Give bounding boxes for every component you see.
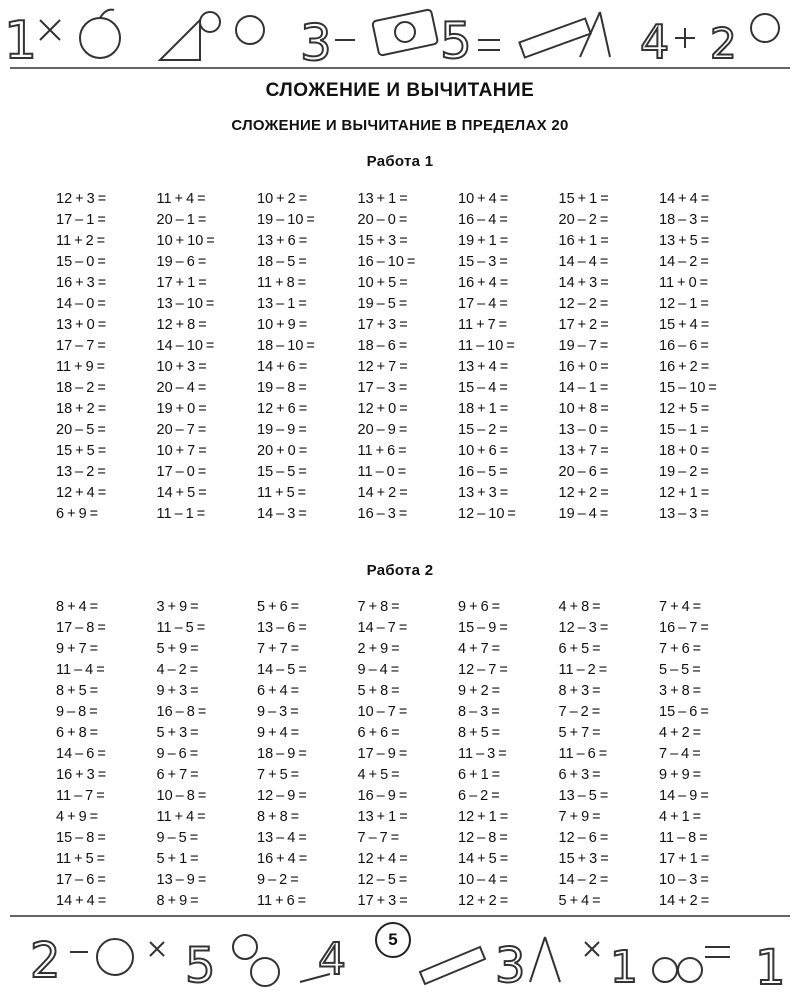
exercise: 6 – 2 =	[458, 788, 500, 804]
exercise: 19 – 7 =	[558, 338, 609, 354]
exercise: 14 + 5 =	[156, 485, 207, 501]
exercise: 7 + 7 =	[257, 641, 300, 657]
exercise: 12 + 1 =	[458, 809, 509, 825]
work-1-title: Работа 1	[366, 153, 434, 170]
exercise: 19 – 5 =	[357, 296, 408, 312]
exercise: 17 – 7 =	[56, 338, 106, 354]
exercise: 18 + 2 =	[56, 401, 107, 417]
exercise: 16 + 2 =	[659, 359, 710, 375]
exercise: 14 + 2 =	[659, 893, 710, 909]
exercise: 10 + 9 =	[257, 317, 308, 333]
exercise: 18 – 3 =	[659, 212, 709, 228]
exercise: 16 – 8 =	[156, 704, 207, 720]
exercise: 19 + 0 =	[156, 401, 207, 417]
svg-text:1: 1	[610, 942, 638, 993]
exercise: 5 + 4 =	[558, 893, 601, 909]
page-subtitle: СЛОЖЕНИЕ И ВЫЧИТАНИЕ В ПРЕДЕЛАХ 20	[231, 117, 569, 134]
exercise: 14 – 1 =	[558, 380, 609, 396]
exercise: 15 + 3 =	[558, 851, 609, 867]
exercise: 14 – 10 =	[156, 338, 215, 354]
exercise: 13 – 0 =	[558, 422, 609, 438]
exercise: 9 – 6 =	[156, 746, 199, 762]
exercise: 10 + 10 =	[156, 233, 215, 249]
exercise: 14 – 0 =	[56, 296, 106, 312]
exercise: 12 – 7 =	[458, 662, 508, 678]
exercise: 15 + 5 =	[56, 443, 107, 459]
exercise: 20 – 7 =	[156, 422, 207, 438]
exercise: 18 + 1 =	[458, 401, 509, 417]
svg-text:5: 5	[440, 12, 472, 70]
page-title: СЛОЖЕНИЕ И ВЫЧИТАНИЕ	[265, 80, 535, 101]
exercise: 11 – 8 =	[659, 830, 708, 846]
exercise: 20 – 4 =	[156, 380, 207, 396]
exercise: 5 + 8 =	[357, 683, 400, 699]
exercise: 17 + 2 =	[558, 317, 609, 333]
exercise: 12 + 4 =	[56, 485, 107, 501]
exercise: 13 – 6 =	[257, 620, 307, 636]
exercise: 9 + 9 =	[659, 767, 702, 783]
exercise: 11 + 6 =	[257, 893, 307, 909]
exercise: 19 + 1 =	[458, 233, 509, 249]
exercise: 14 + 4 =	[659, 191, 710, 207]
exercise: 16 – 6 =	[659, 338, 709, 354]
exercise: 13 – 1 =	[257, 296, 307, 312]
exercise: 15 – 8 =	[56, 830, 106, 846]
exercise: 9 + 7 =	[56, 641, 99, 657]
exercise: 19 – 2 =	[659, 464, 709, 480]
exercise: 17 – 8 =	[56, 620, 106, 636]
exercise: 13 – 2 =	[56, 464, 106, 480]
exercise: 12 – 6 =	[558, 830, 609, 846]
exercise: 12 + 0 =	[357, 401, 408, 417]
exercise: 16 – 3 =	[357, 506, 408, 522]
exercise: 19 – 6 =	[156, 254, 207, 270]
exercise: 15 + 1 =	[558, 191, 609, 207]
exercise: 5 + 7 =	[558, 725, 601, 741]
top-doodle-border	[0, 0, 800, 70]
exercise: 15 – 1 =	[659, 422, 709, 438]
exercise: 12 + 8 =	[156, 317, 207, 333]
exercise: 13 + 3 =	[458, 485, 509, 501]
exercise: 7 + 6 =	[659, 641, 702, 657]
exercise: 13 + 0 =	[56, 317, 107, 333]
exercise: 4 – 2 =	[156, 662, 199, 678]
exercise: 17 – 4 =	[458, 296, 508, 312]
exercise: 8 + 5 =	[458, 725, 501, 741]
exercise: 13 – 10 =	[156, 296, 215, 312]
exercise: 18 – 5 =	[257, 254, 307, 270]
exercise: 17 + 1 =	[659, 851, 710, 867]
exercise: 10 + 8 =	[558, 401, 609, 417]
exercise: 10 + 5 =	[357, 275, 408, 291]
exercise: 2 + 9 =	[357, 641, 400, 657]
exercise: 11 + 5 =	[56, 851, 106, 867]
exercise: 6 + 6 =	[357, 725, 400, 741]
exercise: 9 + 6 =	[458, 599, 501, 615]
exercise: 7 + 9 =	[558, 809, 601, 825]
exercise: 15 – 0 =	[56, 254, 106, 270]
exercise: 10 + 6 =	[458, 443, 509, 459]
exercise: 5 + 6 =	[257, 599, 300, 615]
exercise: 10 – 3 =	[659, 872, 709, 888]
exercise: 7 – 4 =	[659, 746, 701, 762]
exercise: 14 + 4 =	[56, 893, 107, 909]
exercise: 8 + 4 =	[56, 599, 99, 615]
exercise: 12 – 8 =	[458, 830, 508, 846]
exercise: 20 – 6 =	[558, 464, 609, 480]
exercise: 18 + 0 =	[659, 443, 710, 459]
exercise: 20 – 9 =	[357, 422, 408, 438]
exercise: 4 + 5 =	[357, 767, 400, 783]
exercise: 11 + 5 =	[257, 485, 307, 501]
exercise: 15 – 6 =	[659, 704, 709, 720]
exercise: 11 – 4 =	[56, 662, 105, 678]
exercise: 8 + 9 =	[156, 893, 199, 909]
exercise: 17 + 3 =	[357, 893, 408, 909]
exercise: 11 – 3 =	[458, 746, 507, 762]
exercise: 11 – 7 =	[56, 788, 105, 804]
exercise: 11 + 6 =	[357, 443, 407, 459]
exercise: 14 – 3 =	[257, 506, 307, 522]
exercise: 12 – 10 =	[458, 506, 516, 522]
exercise: 6 + 1 =	[458, 767, 501, 783]
exercise: 12 + 3 =	[56, 191, 107, 207]
exercise: 3 + 8 =	[659, 683, 702, 699]
svg-text:2: 2	[710, 19, 737, 68]
exercise: 5 + 1 =	[156, 851, 199, 867]
exercise: 7 – 2 =	[558, 704, 601, 720]
exercise: 15 + 3 =	[357, 233, 408, 249]
exercise: 9 – 5 =	[156, 830, 199, 846]
exercise: 10 + 7 =	[156, 443, 207, 459]
work-1-exercises	[56, 189, 776, 525]
exercise: 12 + 6 =	[257, 401, 308, 417]
exercise: 12 – 3 =	[558, 620, 609, 636]
work-2-exercises	[56, 597, 776, 912]
exercise: 13 + 7 =	[558, 443, 609, 459]
exercise: 9 – 4 =	[357, 662, 400, 678]
exercise: 15 + 4 =	[659, 317, 710, 333]
exercise: 9 + 4 =	[257, 725, 300, 741]
exercise: 7 + 4 =	[659, 599, 702, 615]
exercise: 8 + 3 =	[558, 683, 601, 699]
exercise: 4 + 7 =	[458, 641, 501, 657]
exercise: 17 + 1 =	[156, 275, 207, 291]
exercise: 14 – 2 =	[558, 872, 609, 888]
exercise: 3 + 9 =	[156, 599, 199, 615]
exercise: 5 + 3 =	[156, 725, 199, 741]
exercise: 13 + 6 =	[257, 233, 308, 249]
exercise: 15 – 5 =	[257, 464, 307, 480]
exercise: 15 – 4 =	[458, 380, 508, 396]
svg-text:2: 2	[30, 933, 61, 989]
exercise: 14 + 3 =	[558, 275, 609, 291]
exercise: 6 + 5 =	[558, 641, 601, 657]
svg-text:4: 4	[640, 15, 670, 69]
exercise: 13 + 1 =	[357, 809, 408, 825]
exercise: 4 + 2 =	[659, 725, 702, 741]
exercise: 10 – 4 =	[458, 872, 508, 888]
exercise: 5 – 5 =	[659, 662, 701, 678]
exercise: 15 – 9 =	[458, 620, 508, 636]
exercise: 17 – 1 =	[56, 212, 106, 228]
svg-text:1: 1	[755, 940, 786, 996]
exercise: 16 – 10 =	[357, 254, 416, 270]
exercise: 17 – 3 =	[357, 380, 408, 396]
exercise: 16 – 4 =	[458, 212, 508, 228]
exercise: 5 + 9 =	[156, 641, 199, 657]
exercise: 12 + 7 =	[357, 359, 408, 375]
exercise: 13 – 9 =	[156, 872, 207, 888]
exercise: 10 + 4 =	[458, 191, 509, 207]
exercise: 11 + 7 =	[458, 317, 508, 333]
exercise: 19 – 10 =	[257, 212, 315, 228]
exercise: 12 – 2 =	[558, 296, 609, 312]
exercise: 19 – 8 =	[257, 380, 307, 396]
svg-text:4: 4	[318, 934, 346, 985]
svg-text:1: 1	[4, 11, 38, 70]
exercise: 11 + 4 =	[156, 809, 206, 825]
exercise: 17 – 9 =	[357, 746, 408, 762]
exercise: 9 + 2 =	[458, 683, 501, 699]
exercise: 19 – 4 =	[558, 506, 609, 522]
exercise: 16 – 9 =	[357, 788, 408, 804]
exercise: 11 – 10 =	[458, 338, 515, 354]
exercise: 14 – 4 =	[558, 254, 609, 270]
exercise: 9 – 3 =	[257, 704, 299, 720]
exercise: 10 + 2 =	[257, 191, 308, 207]
exercise: 10 + 3 =	[156, 359, 207, 375]
exercise: 11 + 9 =	[56, 359, 106, 375]
exercise: 14 + 6 =	[257, 359, 308, 375]
exercise: 12 + 1 =	[659, 485, 710, 501]
exercise: 16 + 4 =	[458, 275, 509, 291]
work-2-title: Работа 2	[366, 562, 434, 579]
exercise: 19 – 9 =	[257, 422, 307, 438]
exercise: 18 – 2 =	[56, 380, 106, 396]
exercise: 12 – 5 =	[357, 872, 408, 888]
exercise: 12 + 4 =	[357, 851, 408, 867]
exercise: 12 + 2 =	[558, 485, 609, 501]
exercise: 20 + 0 =	[257, 443, 308, 459]
exercise: 16 + 4 =	[257, 851, 308, 867]
exercise: 7 + 5 =	[257, 767, 300, 783]
exercise: 8 + 8 =	[257, 809, 300, 825]
exercise: 6 + 8 =	[56, 725, 99, 741]
exercise: 12 – 9 =	[257, 788, 307, 804]
exercise: 9 + 3 =	[156, 683, 199, 699]
exercise: 17 + 3 =	[357, 317, 408, 333]
exercise: 14 – 7 =	[357, 620, 408, 636]
exercise: 13 – 5 =	[558, 788, 609, 804]
exercise: 20 – 0 =	[357, 212, 408, 228]
exercise: 12 – 1 =	[659, 296, 709, 312]
exercise: 9 – 2 =	[257, 872, 299, 888]
exercise: 17 – 0 =	[156, 464, 207, 480]
exercise: 11 – 5 =	[156, 620, 206, 636]
exercise: 6 + 7 =	[156, 767, 199, 783]
exercise: 16 + 3 =	[56, 275, 107, 291]
exercise: 16 – 5 =	[458, 464, 508, 480]
exercise: 11 + 2 =	[56, 233, 106, 249]
exercise: 14 + 5 =	[458, 851, 509, 867]
exercise: 13 – 4 =	[257, 830, 307, 846]
exercise: 11 – 6 =	[558, 746, 608, 762]
exercise: 20 – 2 =	[558, 212, 609, 228]
exercise: 6 + 3 =	[558, 767, 601, 783]
exercise: 12 + 2 =	[458, 893, 509, 909]
exercise: 8 – 3 =	[458, 704, 500, 720]
exercise: 14 – 9 =	[659, 788, 709, 804]
exercise: 11 – 2 =	[558, 662, 608, 678]
exercise: 15 – 10 =	[659, 380, 717, 396]
exercise: 15 – 3 =	[458, 254, 508, 270]
exercise: 9 – 8 =	[56, 704, 98, 720]
exercise: 6 + 9 =	[56, 506, 99, 522]
exercise: 11 – 0 =	[357, 464, 407, 480]
exercise: 18 – 10 =	[257, 338, 315, 354]
exercise: 14 – 5 =	[257, 662, 307, 678]
exercise: 15 – 2 =	[458, 422, 508, 438]
page-number: 5	[375, 922, 411, 958]
exercise: 18 – 9 =	[257, 746, 307, 762]
exercise: 4 + 8 =	[558, 599, 601, 615]
exercise: 16 + 3 =	[56, 767, 107, 783]
exercise: 12 + 5 =	[659, 401, 710, 417]
exercise: 16 + 1 =	[558, 233, 609, 249]
exercise: 13 + 4 =	[458, 359, 509, 375]
exercise: 18 – 6 =	[357, 338, 408, 354]
exercise: 13 – 3 =	[659, 506, 709, 522]
exercise: 8 + 5 =	[56, 683, 99, 699]
svg-text:3: 3	[300, 14, 332, 70]
exercise: 11 + 0 =	[659, 275, 709, 291]
exercise: 7 – 7 =	[357, 830, 400, 846]
exercise: 11 + 8 =	[257, 275, 307, 291]
exercise: 10 – 8 =	[156, 788, 207, 804]
exercise: 13 + 5 =	[659, 233, 710, 249]
exercise: 11 – 1 =	[156, 506, 206, 522]
exercise: 17 – 6 =	[56, 872, 106, 888]
exercise: 14 – 6 =	[56, 746, 106, 762]
exercise: 16 + 0 =	[558, 359, 609, 375]
exercise: 7 + 8 =	[357, 599, 400, 615]
exercise: 10 – 7 =	[357, 704, 408, 720]
exercise: 16 – 7 =	[659, 620, 709, 636]
exercise: 6 + 4 =	[257, 683, 300, 699]
svg-text:5: 5	[185, 938, 216, 994]
exercise: 11 + 4 =	[156, 191, 206, 207]
exercise: 4 + 9 =	[56, 809, 99, 825]
exercise: 4 + 1 =	[659, 809, 702, 825]
svg-text:3: 3	[495, 938, 526, 994]
exercise: 20 – 1 =	[156, 212, 207, 228]
exercise: 13 + 1 =	[357, 191, 408, 207]
exercise: 20 – 5 =	[56, 422, 106, 438]
exercise: 14 + 2 =	[357, 485, 408, 501]
exercise: 14 – 2 =	[659, 254, 709, 270]
